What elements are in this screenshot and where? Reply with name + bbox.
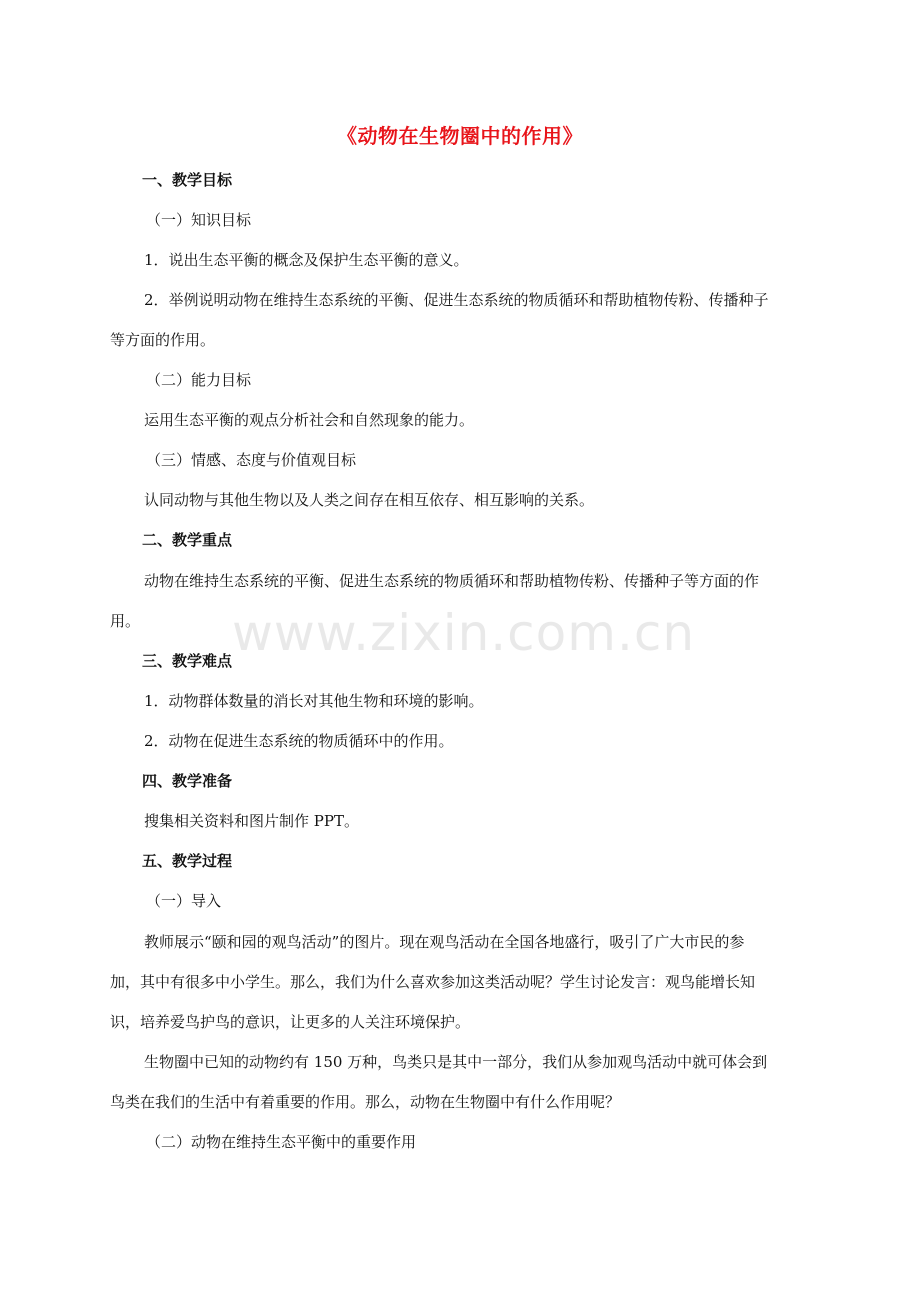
paragraph: 2．举例说明动物在维持生态系统的平衡、促进生态系统的物质循环和帮助植物传粉、传播种子: [144, 291, 769, 309]
paragraph: 运用生态平衡的观点分析社会和自然现象的能力。: [144, 411, 475, 429]
subheading-knowledge: （一）知识目标: [146, 211, 252, 229]
paragraph: 等方面的作用。: [110, 331, 216, 349]
paragraph: 用。: [110, 612, 141, 630]
paragraph: 识，培养爱鸟护鸟的意识，让更多的人关注环境保护。: [110, 1013, 471, 1031]
paragraph: 搜集相关资料和图片制作 PPT。: [144, 812, 359, 830]
subheading-ecological-balance: （二）动物在维持生态平衡中的重要作用: [146, 1133, 417, 1151]
section-heading-preparation: 四、教学准备: [142, 772, 233, 790]
subheading-introduction: （一）导入: [146, 892, 222, 910]
paragraph: 认同动物与其他生物以及人类之间存在相互依存、相互影响的关系。: [144, 491, 595, 509]
subheading-attitude: （三）情感、态度与价值观目标: [146, 451, 357, 469]
section-heading-key-points: 二、教学重点: [142, 531, 233, 549]
paragraph: 鸟类在我们的生活中有着重要的作用。那么，动物在生物圈中有什么作用呢？: [110, 1093, 621, 1111]
paragraph: 加，其中有很多中小学生。那么，我们为什么喜欢参加这类活动呢？学生讨论发言：观鸟能增长知: [110, 973, 756, 991]
document-title: 《动物在生物圈中的作用》: [337, 124, 583, 148]
paragraph: 1．说出生态平衡的概念及保护生态平衡的意义。: [144, 251, 469, 269]
section-heading-process: 五、教学过程: [142, 852, 233, 870]
paragraph: 动物在维持生态系统的平衡、促进生态系统的物质循环和帮助植物传粉、传播种子等方面的作: [144, 572, 760, 590]
watermark: www.zixin.com.cn: [232, 604, 696, 662]
paragraph: 教师展示“颐和园的观鸟活动”的图片。现在观鸟活动在全国各地盛行，吸引了广大市民的参: [144, 933, 745, 951]
section-heading-difficulties: 三、教学难点: [142, 652, 233, 670]
section-heading-objectives: 一、教学目标: [142, 171, 233, 189]
paragraph: 1．动物群体数量的消长对其他生物和环境的影响。: [144, 692, 484, 710]
subheading-ability: （二）能力目标: [146, 371, 252, 389]
paragraph: 生物圈中已知的动物约有 150 万种，鸟类只是其中一部分，我们从参加观鸟活动中就可体会到: [144, 1053, 768, 1071]
paragraph: 2．动物在促进生态系统的物质循环中的作用。: [144, 732, 454, 750]
